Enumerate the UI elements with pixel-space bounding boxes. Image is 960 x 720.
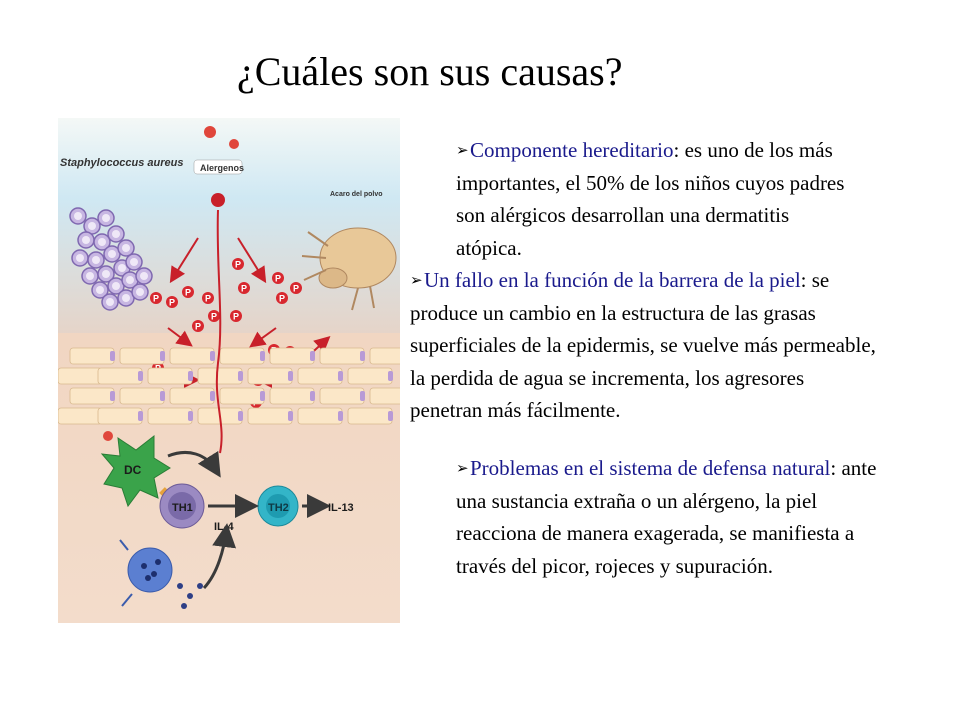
- th1-label: TH1: [172, 502, 193, 514]
- bullet-lead: Un fallo en la función de la barrera de la piel: [424, 268, 801, 292]
- svg-text:P: P: [235, 259, 242, 270]
- bullet-defense-system: [456, 452, 888, 582]
- bullet-lead: Componente hereditario: [470, 138, 674, 162]
- svg-text:P: P: [275, 273, 282, 284]
- svg-text:P: P: [195, 321, 202, 332]
- page-title: ¿Cuáles son sus causas?: [237, 49, 623, 94]
- svg-text:P: P: [205, 293, 212, 304]
- svg-text:P: P: [211, 311, 218, 322]
- dc-label: DC: [124, 463, 142, 477]
- skin-barrier-diagram: [58, 118, 400, 623]
- bullet-text: : ante una sustancia extraña o un alérgeno, la piel reacciona de manera exagerada, se manifiesta a través del picor, rojeces y supuración.: [456, 456, 877, 578]
- svg-text:P: P: [279, 293, 286, 304]
- bullet-text: : se produce un cambio en la estructura de las grasas superficiales de la epidermis, se vuelve más permeable, la perdida de agua se incrementa, los agresores penetran más fácilmente.: [410, 268, 876, 422]
- mite-label: Acaro del polvo: [330, 191, 383, 198]
- arrow-bullet-icon: ➢: [456, 459, 469, 477]
- bullet-text: : es uno de los más importantes, el 50% de los niños cuyos padres son alérgicos desarrollan una dermatitis atópica.: [456, 138, 845, 260]
- svg-text:P: P: [185, 287, 192, 298]
- svg-text:P: P: [241, 283, 248, 294]
- svg-text:P: P: [293, 283, 300, 294]
- svg-text:P: P: [153, 293, 160, 304]
- svg-text:P: P: [169, 297, 176, 308]
- bullet-hereditary: [456, 134, 856, 264]
- arrow-bullet-icon: ➢: [456, 141, 469, 159]
- bacteria-label: Staphylococcus aureus: [60, 157, 184, 169]
- skin-barrier-illustration: [58, 118, 400, 623]
- arrow-bullet-icon: ➢: [410, 271, 423, 289]
- il13-label: IL-13: [328, 502, 354, 514]
- bullet-lead: Problemas en el sistema de defensa natural: [470, 456, 831, 480]
- th2-label: TH2: [268, 502, 289, 514]
- bullet-skin-barrier: [410, 264, 880, 427]
- svg-text:P: P: [233, 311, 240, 322]
- allergens-label: Alergenos: [200, 163, 245, 173]
- il4-label: IL-4: [214, 521, 234, 533]
